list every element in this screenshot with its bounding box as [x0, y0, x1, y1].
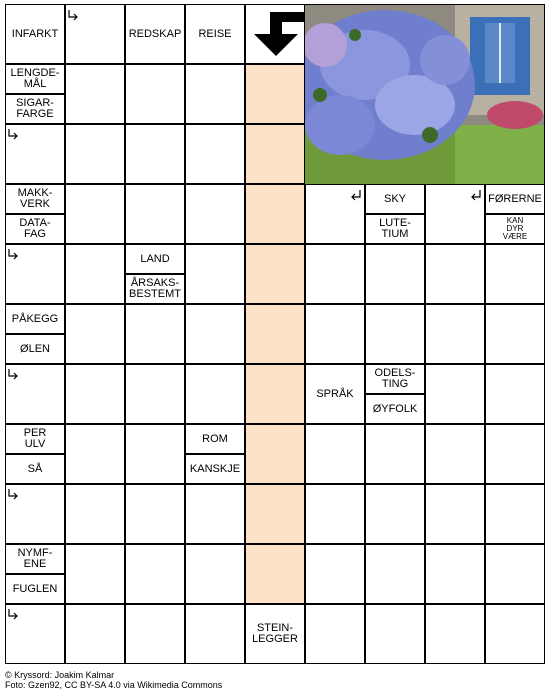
answer-cell[interactable]: [305, 484, 365, 544]
answer-cell[interactable]: [65, 484, 125, 544]
clue-land: LAND: [125, 244, 185, 274]
answer-cell[interactable]: [65, 304, 125, 364]
answer-cell[interactable]: [125, 124, 185, 184]
answer-cell[interactable]: [305, 604, 365, 664]
answer-cell[interactable]: [365, 544, 425, 604]
answer-cell[interactable]: [125, 544, 185, 604]
answer-cell[interactable]: [65, 244, 125, 304]
answer-cell[interactable]: [425, 364, 485, 424]
clue-kandyrvaere: KAN DYR VÆRE: [485, 214, 545, 244]
answer-cell[interactable]: [125, 604, 185, 664]
answer-cell[interactable]: [65, 184, 125, 244]
clue-reise: REISE: [185, 4, 245, 64]
answer-cell[interactable]: [185, 364, 245, 424]
answer-cell[interactable]: [485, 424, 545, 484]
answer-cell[interactable]: [65, 64, 125, 124]
arrow-down-right-icon: [7, 127, 21, 141]
clue-pakegg: PÅKEGG: [5, 304, 65, 334]
clue-sigarfarge: SIGAR- FARGE: [5, 94, 65, 124]
arrow-down-right-icon: [7, 487, 21, 501]
answer-cell[interactable]: [365, 484, 425, 544]
answer-cell[interactable]: [185, 304, 245, 364]
clue-makkverk: MAKK- VERK: [5, 184, 65, 214]
clue-infarkt: INFARKT: [5, 4, 65, 64]
answer-cell[interactable]: [425, 604, 485, 664]
answer-cell[interactable]: [245, 304, 305, 364]
answer-cell[interactable]: [125, 364, 185, 424]
answer-cell[interactable]: [485, 304, 545, 364]
answer-cell[interactable]: [245, 184, 305, 244]
answer-cell[interactable]: [245, 64, 305, 124]
credit-crossword: © Kryssord: Joakim Kalmar: [5, 670, 115, 680]
answer-cell[interactable]: [305, 304, 365, 364]
answer-cell[interactable]: [425, 484, 485, 544]
answer-cell[interactable]: [425, 544, 485, 604]
clue-forerne: FØRERNE: [485, 184, 545, 214]
photo-image: [305, 5, 545, 185]
arrow-down-right-icon: [67, 8, 81, 22]
clue-steinlegger: STEIN- LEGGER: [245, 604, 305, 664]
answer-cell[interactable]: [185, 484, 245, 544]
answer-cell[interactable]: [125, 64, 185, 124]
answer-cell[interactable]: [185, 544, 245, 604]
clue-rom: ROM: [185, 424, 245, 454]
answer-cell[interactable]: [365, 244, 425, 304]
clue-sprak: SPRÅK: [305, 364, 365, 424]
answer-cell[interactable]: [485, 544, 545, 604]
clue-datafag: DATA- FAG: [5, 214, 65, 244]
clue-kanskje: KANSKJE: [185, 454, 245, 484]
answer-cell[interactable]: [365, 424, 425, 484]
answer-cell[interactable]: [185, 64, 245, 124]
answer-cell[interactable]: [245, 424, 305, 484]
answer-cell[interactable]: [485, 484, 545, 544]
clue-arsaksbestemt: ÅRSAKS- BESTEMT: [125, 274, 185, 304]
answer-cell[interactable]: [245, 484, 305, 544]
answer-cell[interactable]: [185, 604, 245, 664]
answer-cell[interactable]: [65, 544, 125, 604]
clue-lutetium: LUTE- TIUM: [365, 214, 425, 244]
answer-cell[interactable]: [485, 604, 545, 664]
clue-fuglen: FUGLEN: [5, 574, 65, 604]
clue-odelsting: ODELS- TING: [365, 364, 425, 394]
answer-cell[interactable]: [65, 424, 125, 484]
clue-perulv: PER ULV: [5, 424, 65, 454]
answer-cell[interactable]: [65, 604, 125, 664]
answer-cell[interactable]: [425, 244, 485, 304]
answer-cell[interactable]: [125, 424, 185, 484]
answer-cell[interactable]: [245, 124, 305, 184]
answer-cell[interactable]: [185, 124, 245, 184]
answer-cell[interactable]: [365, 604, 425, 664]
answer-cell[interactable]: [125, 304, 185, 364]
answer-cell[interactable]: [125, 184, 185, 244]
answer-cell[interactable]: [185, 244, 245, 304]
answer-cell[interactable]: [65, 124, 125, 184]
clue-sa: SÅ: [5, 454, 65, 484]
clue-olen: ØLEN: [5, 334, 65, 364]
answer-cell[interactable]: [305, 244, 365, 304]
answer-cell[interactable]: [365, 304, 425, 364]
clue-oyfolk: ØYFOLK: [365, 394, 425, 424]
arrow-down-right-icon: [7, 607, 21, 621]
hydrangea-photo: [304, 4, 545, 185]
big-arrow-down-icon: [250, 12, 304, 58]
answer-cell[interactable]: [65, 364, 125, 424]
answer-cell[interactable]: [125, 484, 185, 544]
clue-nymfeene: NYMF- ENE: [5, 544, 65, 574]
answer-cell[interactable]: [485, 244, 545, 304]
answer-cell[interactable]: [185, 184, 245, 244]
clue-sky: SKY: [365, 184, 425, 214]
arrow-down-left-icon: [468, 188, 482, 202]
answer-cell[interactable]: [305, 424, 365, 484]
arrow-down-right-icon: [7, 367, 21, 381]
answer-cell[interactable]: [425, 424, 485, 484]
answer-cell[interactable]: [245, 364, 305, 424]
credit-photo: Foto: Gzen92, CC BY-SA 4.0 via Wikimedia Commons: [5, 680, 223, 690]
answer-cell[interactable]: [305, 544, 365, 604]
clue-lengdemal: LENGDE- MÅL: [5, 64, 65, 94]
answer-cell[interactable]: [485, 364, 545, 424]
answer-cell[interactable]: [425, 304, 485, 364]
clue-redskap: REDSKAP: [125, 4, 185, 64]
answer-cell[interactable]: [245, 244, 305, 304]
arrow-down-right-icon: [7, 247, 21, 261]
arrow-down-left-icon: [348, 188, 362, 202]
answer-cell[interactable]: [245, 544, 305, 604]
